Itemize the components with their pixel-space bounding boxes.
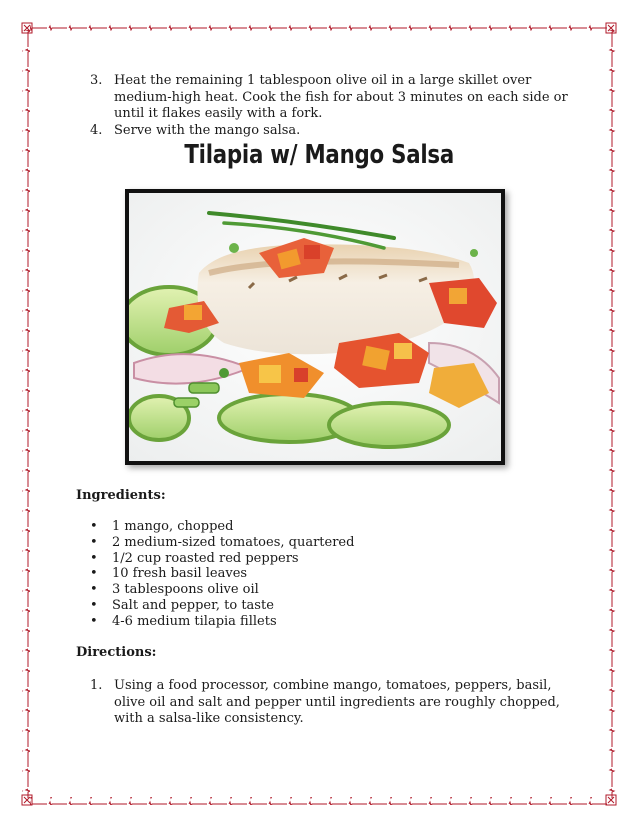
step-number: 1. <box>90 678 103 693</box>
list-item <box>90 598 354 614</box>
bullet: • <box>90 519 98 534</box>
step-text: Using a food processor, combine mango, tomatoes, peppers, basil, olive oil and salt and pepper until ingredients are roughly chopped, with a salsa-like consistency. <box>114 678 560 726</box>
bullet: • <box>90 597 98 613</box>
list-item <box>90 551 354 567</box>
directions-steps-continued <box>90 73 570 139</box>
bullet: • <box>90 566 98 582</box>
dish-photo <box>125 189 505 465</box>
list-item <box>90 614 354 630</box>
step-number: 3. <box>90 73 103 88</box>
step-number: 4. <box>90 122 103 138</box>
step-text: Serve with the mango salsa. <box>114 122 301 138</box>
direction-step <box>90 73 570 123</box>
ingredient-text: 4-6 medium tilapia fillets <box>112 613 277 629</box>
bullet: • <box>90 582 98 598</box>
bullet: • <box>90 550 98 566</box>
bullet: • <box>90 613 98 629</box>
direction-step <box>90 123 570 140</box>
list-item <box>90 519 354 535</box>
list-item <box>90 582 354 598</box>
ingredient-text: 2 medium-sized tomatoes, quartered <box>112 534 355 550</box>
step-text: Heat the remaining 1 tablespoon olive oil in a large skillet over medium-high heat. Cook the fish for about 3 minutes on each side or until it flakes easily with a fork. <box>114 73 568 121</box>
ingredient-text: 10 fresh basil leaves <box>112 566 248 582</box>
ingredient-text: 1/2 cup roasted red peppers <box>112 550 299 566</box>
ingredients-list <box>90 519 354 630</box>
ingredient-text: 1 mango, chopped <box>112 519 234 534</box>
ingredient-text: Salt and pepper, to taste <box>112 597 274 613</box>
ingredient-text: 3 tablespoons olive oil <box>112 582 259 598</box>
tilapia-plate-illustration <box>129 193 501 461</box>
list-item <box>90 566 354 582</box>
ingredients-heading: Ingredients: <box>76 488 166 503</box>
bullet: • <box>90 534 98 550</box>
direction-step <box>90 678 560 728</box>
directions-heading: Directions: <box>76 645 157 660</box>
directions-steps <box>90 678 560 728</box>
recipe-title: Tilapia w/ Mango Salsa <box>184 140 455 170</box>
list-item <box>90 535 354 551</box>
